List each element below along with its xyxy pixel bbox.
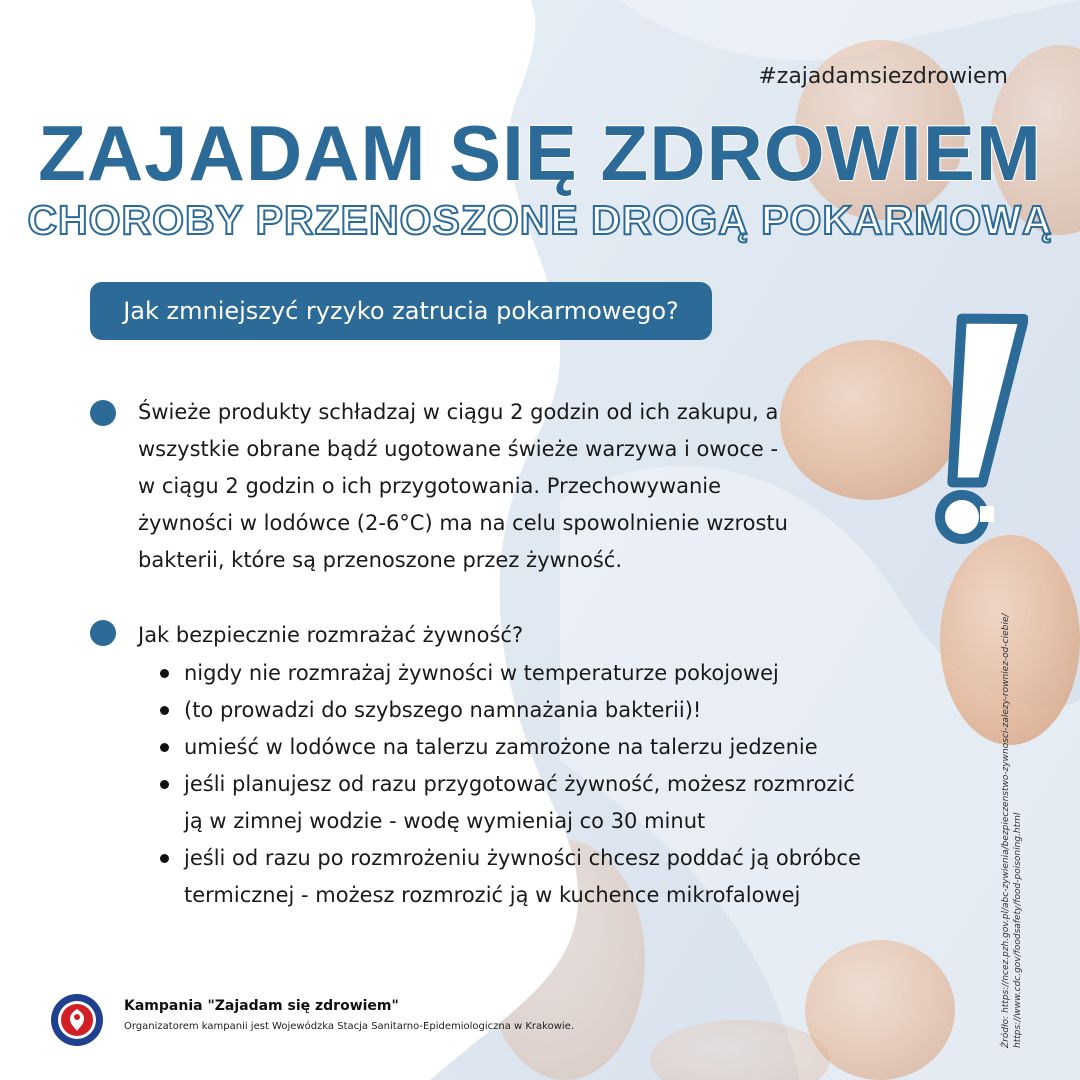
list-item — [160, 655, 861, 692]
bullet-dot-icon — [160, 854, 169, 863]
footer-subtitle: Organizatorem kampanii jest Wojewódzka Stacja Sanitarno-Epidemiologiczna w Krakowie. — [124, 1021, 575, 1032]
list-item-text: nigdy nie rozmrażaj żywności w temperaturze pokojowej — [184, 661, 779, 685]
source-text — [1000, 614, 1024, 1048]
list-item-text: umieść w lodówce na talerzu zamrożone na talerzu jedzenie — [184, 735, 818, 759]
footer-title: Kampania "Zajadam się zdrowiem" — [124, 998, 399, 1014]
source-line: https://www.cdc.gov/foodsafety/food-poisoning.html — [1013, 812, 1023, 1048]
bullet-point-1 — [90, 400, 116, 426]
list-item-text: (to prowadzi do szybszego namnażania bakterii)! — [184, 698, 702, 722]
list-item — [160, 729, 861, 766]
bullet-dot-icon — [160, 706, 169, 715]
point-2-heading-text: Jak bezpiecznie rozmrażać żywność? — [138, 623, 524, 647]
source-line: Źródło: https://ncez.pzh.gov.pl/abc-zywienia/bezpieczenstwo-zywnosci-zalezy-rowniez-od-ciebie/ — [1001, 613, 1011, 1048]
list-item — [160, 692, 861, 729]
list-item-text: termicznej - możesz rozmrozić ją w kuchence mikrofalowej — [184, 883, 801, 907]
bullet-dot-icon — [160, 743, 169, 752]
bullet-dot-icon — [160, 780, 169, 789]
list-item-text: jeśli od razu po rozmrożeniu żywności chcesz poddać ją obróbce — [184, 846, 861, 870]
thawing-list — [160, 655, 861, 914]
page-title: ZAJADAM SIĘ ZDROWIEM — [38, 109, 1042, 197]
bullet-dot-icon — [160, 669, 169, 678]
point-1-line: bakterii, które są przenoszone przez żywność. — [138, 548, 622, 572]
point-1-line: w ciągu 2 godzin o ich przygotowania. Przechowywanie — [138, 474, 722, 498]
exclamation-icon — [918, 312, 1028, 544]
point-1-line: wszystkie obrane bądź ugotowane świeże warzywa i owoce - — [138, 437, 779, 461]
list-item-text: jeśli planujesz od razu przygotować żywność, możesz rozmrozić — [184, 772, 855, 796]
list-item — [160, 766, 861, 840]
point-1-text — [138, 394, 788, 579]
point-2-heading — [138, 617, 523, 654]
hashtag: #zajadamsiezdrowiem — [758, 64, 1008, 89]
question-banner: Jak zmniejszyć ryzyko zatrucia pokarmowego? — [90, 282, 712, 340]
point-1-line: żywności w lodówce (2-6°C) ma na celu spowolnienie wzrostu — [138, 511, 788, 535]
bullet-point-2 — [90, 620, 116, 646]
sanitary-inspection-logo-icon — [50, 993, 104, 1047]
list-item-text: ją w zimnej wodzie - wodę wymieniaj co 30 minut — [184, 809, 706, 833]
list-item — [160, 840, 861, 914]
page-subtitle: CHOROBY PRZENOSZONE DROGĄ POKARMOWĄ — [27, 197, 1053, 243]
point-1-line: Świeże produkty schładzaj w ciągu 2 godzin od ich zakupu, a — [138, 400, 779, 424]
